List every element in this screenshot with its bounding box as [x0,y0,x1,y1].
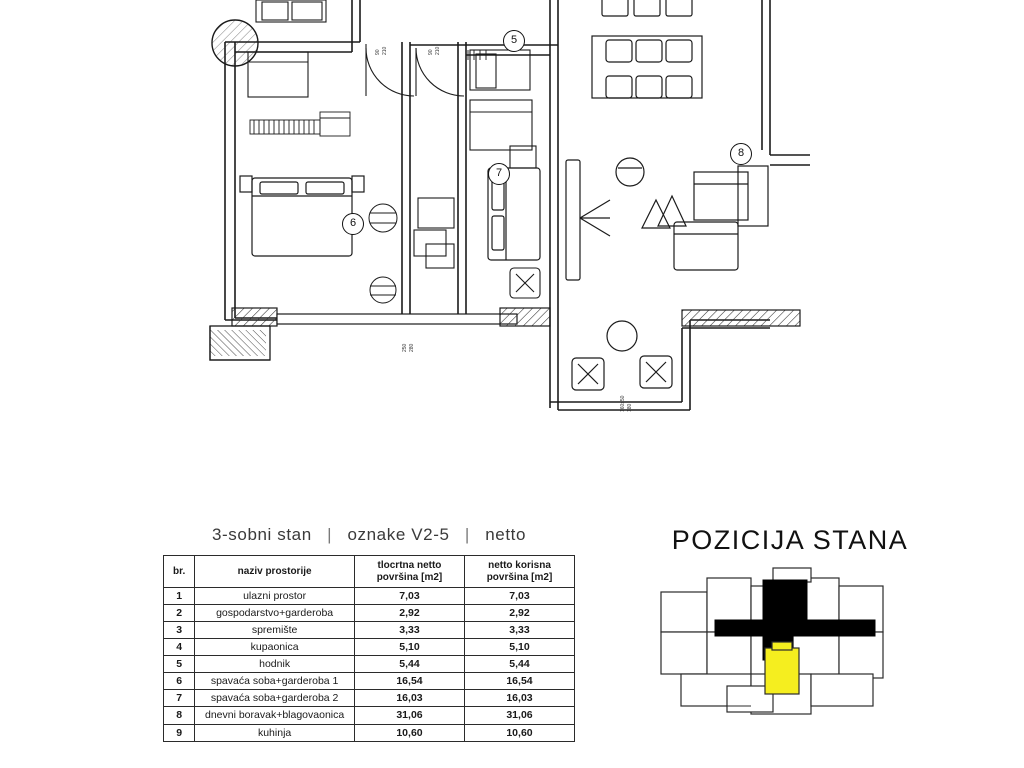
floor-plan-svg [170,0,850,470]
col-header-area-usable-line1: netto korisna [488,560,551,571]
legend-title-part-3: netto [485,525,527,544]
col-header-area-gross-line1: tlocrtna netto [377,560,442,571]
cell-nr: 5 [164,656,195,673]
col-header-nr: br. [164,556,195,588]
cell-name: gospodarstvo+garderoba [195,605,355,622]
col-header-name: naziv prostorije [195,556,355,588]
cell-name: dnevni boravak+blagovaonica [195,707,355,724]
areas-table [163,555,575,742]
cell-nr: 1 [164,588,195,605]
dimension-label-terrace-1: 160x50 [620,395,626,412]
cell-area-usable: 16,54 [464,673,574,690]
table-row [164,622,575,639]
cell-area-gross: 16,54 [354,673,464,690]
living-room-furniture [566,158,768,390]
bush-symbol [212,20,258,66]
cell-area-gross: 7,03 [354,588,464,605]
dimension-label-window-h: 280 [409,343,415,352]
legend-block [163,525,575,742]
cell-area-usable: 31,06 [464,707,574,724]
table-row [164,639,575,656]
position-block [640,525,940,749]
room-tag-5: 5 [503,30,525,52]
cell-area-usable: 16,03 [464,690,574,707]
legend-title-sep-2: | [464,525,470,544]
dimension-label-terrace-2: 180 [627,403,633,412]
legend-title-part-2: oznake V2-5 [347,525,450,544]
cell-area-usable: 10,60 [464,724,574,741]
cell-name: spavaća soba+garderoba 2 [195,690,355,707]
areas-table-body [164,588,575,742]
cell-name: ulazni prostor [195,588,355,605]
table-row [164,656,575,673]
cell-area-gross: 31,06 [354,707,464,724]
legend-title-part-1: 3-sobni stan [211,525,312,544]
cell-area-usable: 5,44 [464,656,574,673]
cell-name: hodnik [195,656,355,673]
cell-name: kupaonica [195,639,355,656]
cell-area-usable: 7,03 [464,588,574,605]
kitchen-dining [592,0,702,98]
cell-area-usable: 3,33 [464,622,574,639]
table-row [164,724,575,741]
table-row [164,707,575,724]
floor-plan-drawing [170,0,850,470]
table-row [164,690,575,707]
cell-area-gross: 16,03 [354,690,464,707]
position-key-plan [655,564,925,749]
cell-area-gross: 2,92 [354,605,464,622]
cell-area-usable: 2,92 [464,605,574,622]
cell-name: spavaća soba+garderoba 1 [195,673,355,690]
cell-name: spremište [195,622,355,639]
cell-nr: 4 [164,639,195,656]
col-header-area-gross-line2: površina [m2] [376,571,443,583]
cell-area-gross: 10,60 [354,724,464,741]
col-header-area-gross [354,556,464,588]
col-header-area-usable [464,556,574,588]
table-row [164,673,575,690]
legend-title [163,525,575,545]
cell-nr: 8 [164,707,195,724]
room-tag-8: 8 [730,143,752,165]
legend-title-sep-1: | [327,525,333,544]
cell-nr: 9 [164,724,195,741]
table-row [164,605,575,622]
dimension-label-door1-w: 90 [375,49,381,55]
dimension-label-door2-w: 90 [428,49,434,55]
table-header-row [164,556,575,588]
dimension-label-door1-h: 210 [382,46,388,55]
cell-area-gross: 5,10 [354,639,464,656]
table-row [164,588,575,605]
cell-area-gross: 5,44 [354,656,464,673]
room-tag-6: 6 [342,213,364,235]
cell-nr: 7 [164,690,195,707]
col-header-area-usable-line2: površina [m2] [486,571,553,583]
areas-table-head [164,556,575,588]
highlighted-apartment [765,642,799,694]
dimension-label-door2-h: 210 [435,46,441,55]
cell-nr: 6 [164,673,195,690]
dimension-label-window-w: 250 [402,343,408,352]
room-tag-7: 7 [488,163,510,185]
cell-nr: 2 [164,605,195,622]
cell-area-usable: 5,10 [464,639,574,656]
cell-nr: 3 [164,622,195,639]
wall-hatching [210,308,800,360]
cell-area-gross: 3,33 [354,622,464,639]
cell-name: kuhinja [195,724,355,741]
position-title: POZICIJA STANA [671,525,909,555]
